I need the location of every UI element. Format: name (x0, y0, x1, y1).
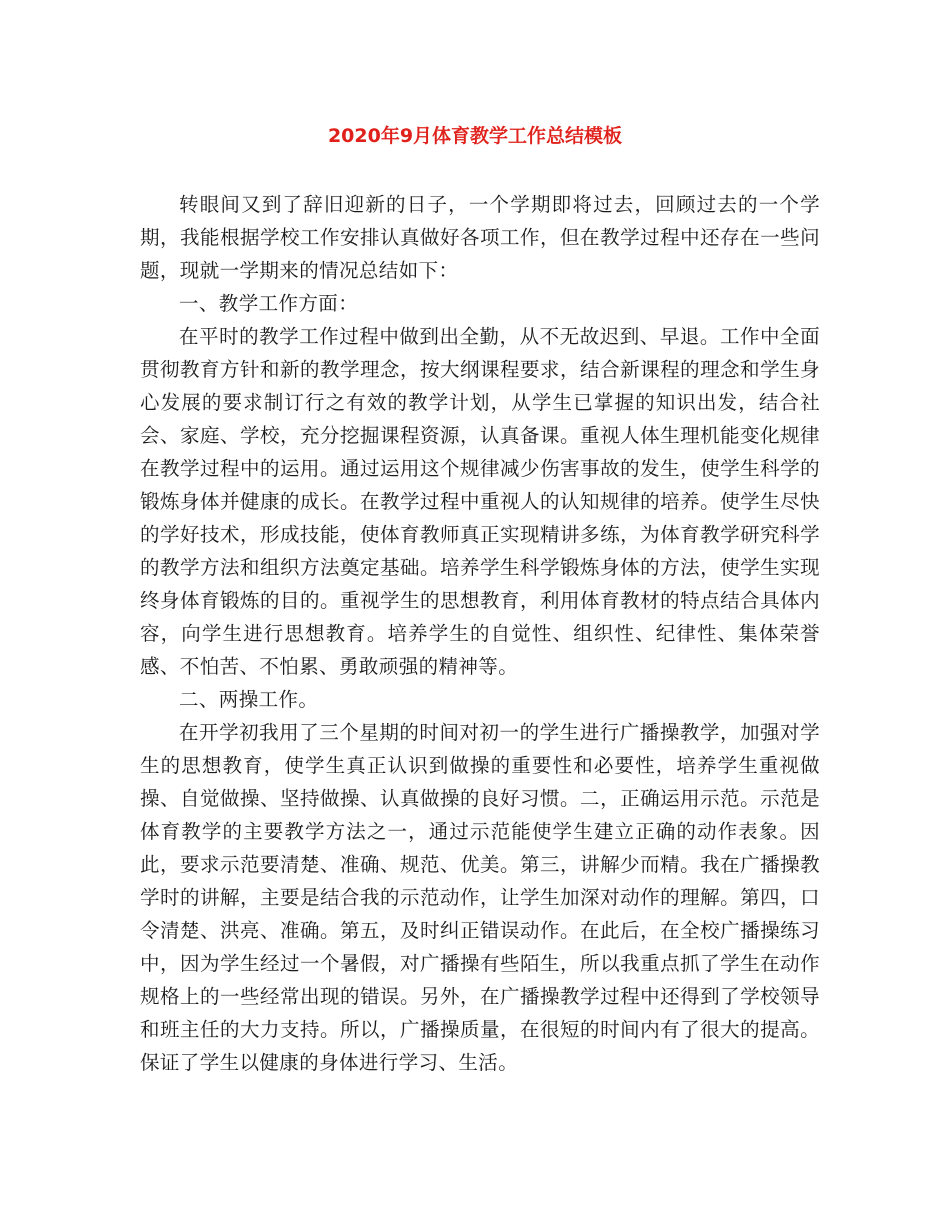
paragraph-exercises: 在开学初我用了三个星期的时间对初一的学生进行广播操教学，加强对学生的思想教育，使学生真正认识到做操的重要性和必要性，培养学生重视做操、自觉做操、坚持做操、认真做操的良好习惯。二，正确运用示范。示范是体育教学的主要教学方法之一，通过示范能使学生建立正确的动作表象。因此，要求示范要清楚、准确、规范、优美。第三，讲解少而精。我在广播操教学时的讲解，主要是结合我的示范动作，让学生加深对动作的理解。第四，口令清楚、洪亮、准确。第五，及时纠正错误动作。在此后，在全校广播操练习中，因为学生经过一个暑假，对广播操有些陌生，所以我重点抓了学生在动作规格上的一些经常出现的错误。另外，在广播操教学过程中还得到了学校领导和班主任的大力支持。所以，广播操质量，在很短的时间内有了很大的提高。保证了学生以健康的身体进行学习、生活。 (140, 721, 820, 1074)
paragraph-teaching: 在平时的教学工作过程中做到出全勤，从不无故迟到、早退。工作中全面贯彻教育方针和新的教学理念，按大纲课程要求，结合新课程的理念和学生身心发展的要求制订行之有效的教学计划，从学生已掌握的知识出发，结合社会、家庭、学校，充分挖掘课程资源，认真备课。重视人体生理机能变化规律在教学过程中的运用。通过运用这个规律减少伤害事故的发生，使学生科学的锻炼身体并健康的成长。在教学过程中重视人的认知规律的培养。使学生尽快的学好技术，形成技能，使体育教师真正实现精讲多练，为体育教学研究科学的教学方法和组织方法奠定基础。培养学生科学锻炼身体的方法，使学生实现终身体育锻炼的目的。重视学生的思想教育，利用体育教材的特点结合具体内容，向学生进行思想教育。培养学生的自觉性、组织性、纪律性、集体荣誉感、不怕苦、不怕累、勇敢顽强的精神等。 (140, 325, 820, 678)
section-heading-teaching: 一、教学工作方面： (179, 292, 359, 315)
document-title: 2020年9月体育教学工作总结模板 (327, 125, 623, 147)
paragraph-intro: 转眼间又到了辞旧迎新的日子，一个学期即将过去，回顾过去的一个学期，我能根据学校工作安排认真做好各项工作，但在教学过程中还存在一些问题，现就一学期来的情况总结如下： (140, 193, 820, 282)
section-heading-exercises: 二、两操工作。 (179, 688, 319, 711)
document-body (140, 188, 820, 1079)
